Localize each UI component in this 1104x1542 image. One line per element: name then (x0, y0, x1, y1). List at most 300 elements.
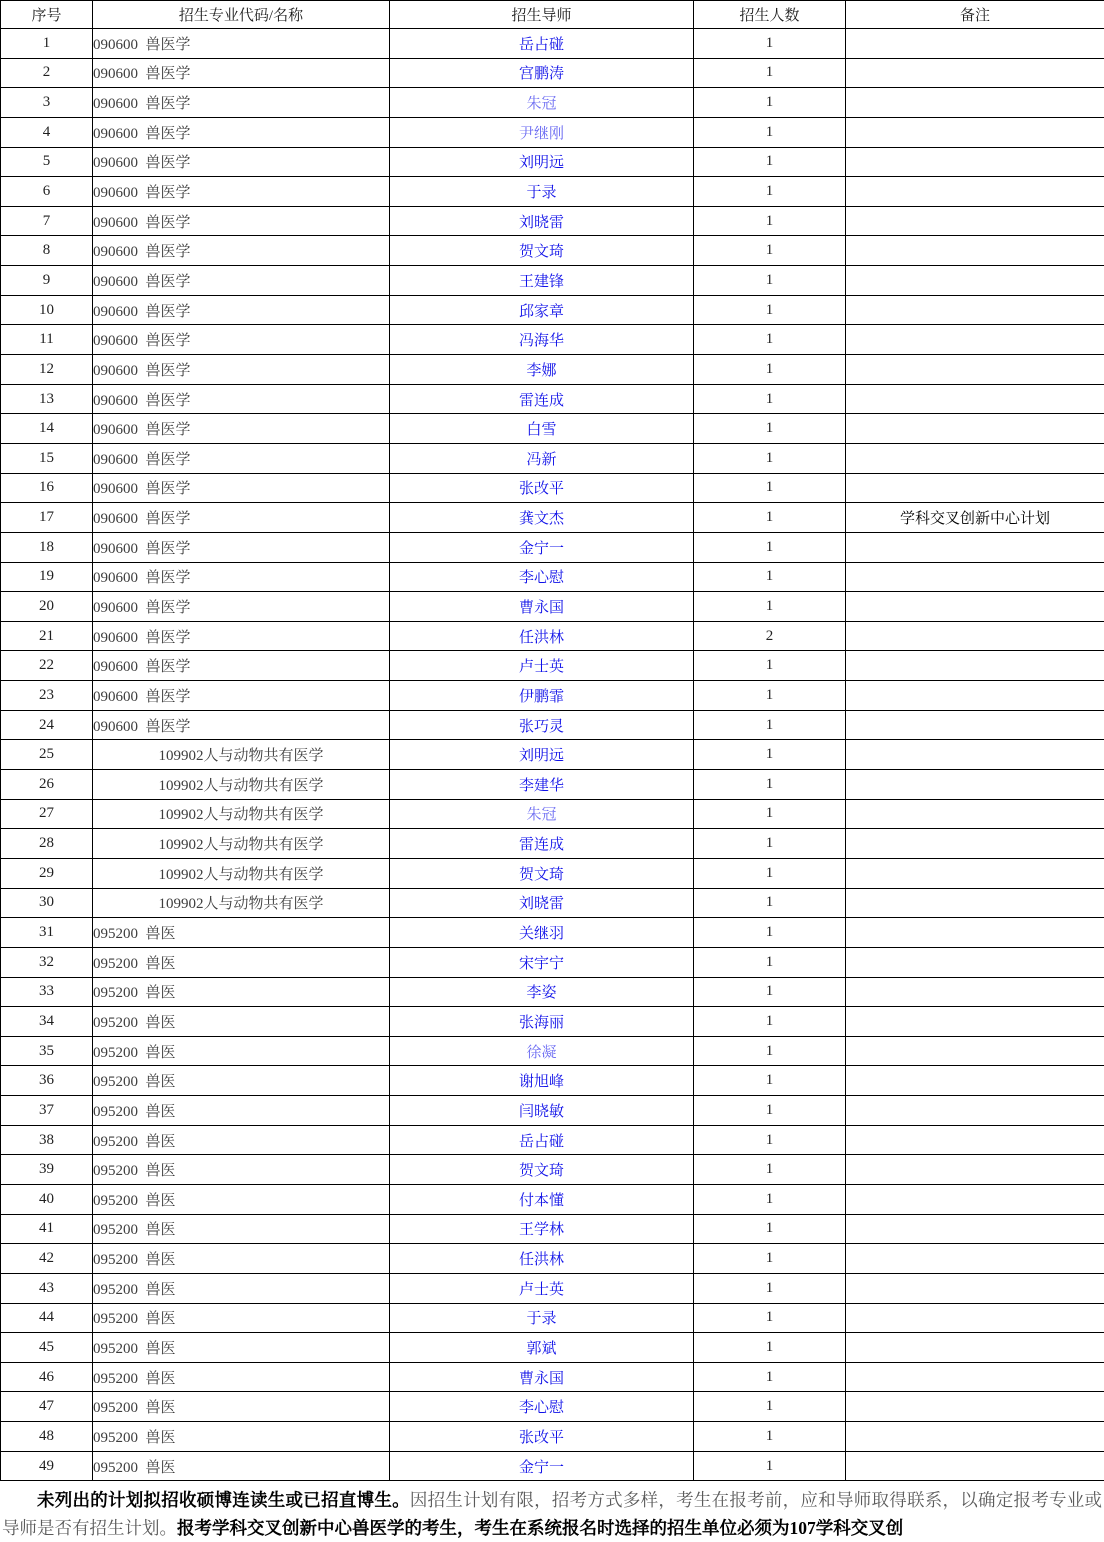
advisor-link[interactable]: 刘晓雷 (518, 896, 564, 913)
major-cell: 095200 兽医 (93, 1066, 390, 1096)
major-cell: 109902人与动物共有医学 (93, 829, 390, 859)
table-row (1, 325, 1104, 355)
count-cell: 1 (694, 562, 846, 592)
row-number-cell: 21 (1, 621, 93, 651)
note-cell (846, 1096, 1104, 1126)
note-cell (846, 206, 1104, 236)
advisor-link[interactable]: 尹继刚 (518, 125, 564, 142)
row-number-cell: 17 (1, 503, 93, 533)
major-cell: 095200 兽医 (93, 1184, 390, 1214)
table-row (1, 384, 1104, 414)
count-cell: 1 (694, 1273, 846, 1303)
advisor-link[interactable]: 邱家章 (518, 303, 564, 320)
count-cell: 1 (694, 799, 846, 829)
note-cell (846, 740, 1104, 770)
note-cell (846, 1184, 1104, 1214)
row-number-cell: 41 (1, 1214, 93, 1244)
row-number-cell: 45 (1, 1333, 93, 1363)
row-number-cell: 33 (1, 977, 93, 1007)
major-cell: 090600 兽医学 (93, 562, 390, 592)
note-cell (846, 1214, 1104, 1244)
count-cell: 1 (694, 206, 846, 236)
count-cell: 1 (694, 384, 846, 414)
advisor-link[interactable]: 卢士英 (518, 1281, 564, 1298)
advisor-link[interactable]: 王学林 (518, 1222, 564, 1239)
note-cell (846, 799, 1104, 829)
table-row (1, 651, 1104, 681)
advisor-link[interactable]: 白雪 (526, 422, 557, 439)
count-cell: 1 (694, 888, 846, 918)
row-number-cell: 6 (1, 177, 93, 207)
advisor-link[interactable]: 于录 (526, 185, 557, 202)
advisor-cell (390, 147, 694, 177)
advisor-link[interactable]: 岳占碰 (518, 1133, 564, 1150)
note-cell (846, 621, 1104, 651)
advisor-link[interactable]: 冯新 (526, 451, 557, 468)
advisor-link[interactable]: 李心慰 (518, 1400, 564, 1417)
advisor-cell (390, 918, 694, 948)
major-cell: 090600 兽医学 (93, 414, 390, 444)
table-row (1, 1392, 1104, 1422)
table-row (1, 621, 1104, 651)
advisor-link[interactable]: 宫鹏涛 (518, 66, 564, 83)
major-cell: 090600 兽医学 (93, 681, 390, 711)
note-cell (846, 295, 1104, 325)
row-number-cell: 3 (1, 88, 93, 118)
table-row (1, 1273, 1104, 1303)
row-number-cell: 47 (1, 1392, 93, 1422)
table-row (1, 236, 1104, 266)
header-row (1, 1, 1104, 29)
row-number-cell: 9 (1, 266, 93, 296)
table-row (1, 1066, 1104, 1096)
count-cell: 1 (694, 592, 846, 622)
note-cell (846, 651, 1104, 681)
advisor-cell (390, 681, 694, 711)
advisor-cell (390, 266, 694, 296)
count-cell: 1 (694, 532, 846, 562)
note-cell (846, 266, 1104, 296)
row-number-cell: 15 (1, 443, 93, 473)
row-number-cell: 37 (1, 1096, 93, 1126)
header-note: 备注 (846, 1, 1104, 29)
advisor-cell (390, 1362, 694, 1392)
advisor-cell (390, 592, 694, 622)
major-cell: 095200 兽医 (93, 1362, 390, 1392)
count-cell: 2 (694, 621, 846, 651)
table-row (1, 829, 1104, 859)
advisor-link[interactable]: 徐凝 (526, 1044, 557, 1061)
major-cell: 090600 兽医学 (93, 88, 390, 118)
table-row (1, 592, 1104, 622)
advisor-link[interactable]: 张改平 (518, 481, 564, 498)
row-number-cell: 24 (1, 710, 93, 740)
count-cell: 1 (694, 88, 846, 118)
count-cell: 1 (694, 177, 846, 207)
count-cell: 1 (694, 266, 846, 296)
advisor-cell (390, 1303, 694, 1333)
count-cell: 1 (694, 355, 846, 385)
table-row (1, 532, 1104, 562)
table-row (1, 562, 1104, 592)
count-cell: 1 (694, 710, 846, 740)
row-number-cell: 40 (1, 1184, 93, 1214)
row-number-cell: 25 (1, 740, 93, 770)
count-cell: 1 (694, 1392, 846, 1422)
table-row (1, 947, 1104, 977)
table-row (1, 58, 1104, 88)
advisor-cell (390, 858, 694, 888)
count-cell: 1 (694, 29, 846, 59)
advisor-link[interactable]: 李姿 (526, 985, 557, 1002)
row-number-cell: 2 (1, 58, 93, 88)
row-number-cell: 27 (1, 799, 93, 829)
major-cell: 090600 兽医学 (93, 443, 390, 473)
major-cell: 090600 兽医学 (93, 621, 390, 651)
advisor-cell (390, 355, 694, 385)
note-cell (846, 117, 1104, 147)
note-cell (846, 1451, 1104, 1481)
table-row (1, 1422, 1104, 1452)
row-number-cell: 11 (1, 325, 93, 355)
advisor-cell (390, 177, 694, 207)
count-cell: 1 (694, 414, 846, 444)
advisor-link[interactable]: 卢士英 (518, 659, 564, 676)
advisor-link[interactable]: 张巧灵 (518, 718, 564, 735)
advisor-cell (390, 29, 694, 59)
note-cell (846, 58, 1104, 88)
count-cell: 1 (694, 236, 846, 266)
major-cell: 095200 兽医 (93, 1244, 390, 1274)
major-cell: 090600 兽医学 (93, 592, 390, 622)
table-row (1, 1333, 1104, 1363)
advisor-cell (390, 740, 694, 770)
note-cell (846, 443, 1104, 473)
table-row (1, 1036, 1104, 1066)
table-row (1, 295, 1104, 325)
advisor-link[interactable]: 龚文杰 (518, 511, 564, 528)
advisor-cell (390, 325, 694, 355)
table-row (1, 443, 1104, 473)
major-cell: 095200 兽医 (93, 1303, 390, 1333)
note-cell (846, 147, 1104, 177)
advisor-cell (390, 1155, 694, 1185)
advisor-cell (390, 888, 694, 918)
table-row (1, 117, 1104, 147)
note-cell (846, 1422, 1104, 1452)
advisor-link[interactable]: 付本懂 (518, 1192, 564, 1209)
note-cell (846, 858, 1104, 888)
count-cell: 1 (694, 858, 846, 888)
advisor-cell (390, 236, 694, 266)
count-cell: 1 (694, 740, 846, 770)
note-cell (846, 1392, 1104, 1422)
row-number-cell: 13 (1, 384, 93, 414)
row-number-cell: 14 (1, 414, 93, 444)
major-cell: 090600 兽医学 (93, 325, 390, 355)
table-row (1, 770, 1104, 800)
major-cell: 095200 兽医 (93, 1125, 390, 1155)
advisor-link[interactable]: 张海丽 (518, 1014, 564, 1031)
advisor-link[interactable]: 朱冠 (526, 96, 557, 113)
advisor-link[interactable]: 李心慰 (518, 570, 564, 587)
advisor-cell (390, 503, 694, 533)
table-row (1, 206, 1104, 236)
advisor-cell (390, 621, 694, 651)
note-cell (846, 681, 1104, 711)
row-number-cell: 4 (1, 117, 93, 147)
count-cell: 1 (694, 770, 846, 800)
major-cell: 090600 兽医学 (93, 355, 390, 385)
row-number-cell: 7 (1, 206, 93, 236)
major-cell: 095200 兽医 (93, 1273, 390, 1303)
major-cell: 090600 兽医学 (93, 147, 390, 177)
advisor-cell (390, 117, 694, 147)
advisor-cell (390, 1244, 694, 1274)
major-cell: 095200 兽医 (93, 1451, 390, 1481)
row-number-cell: 12 (1, 355, 93, 385)
advisor-cell (390, 1184, 694, 1214)
major-cell: 109902人与动物共有医学 (93, 799, 390, 829)
count-cell: 1 (694, 1244, 846, 1274)
advisor-link[interactable]: 贺文琦 (518, 244, 564, 261)
count-cell: 1 (694, 1214, 846, 1244)
count-cell: 1 (694, 829, 846, 859)
advisor-link[interactable]: 伊鹏霏 (518, 688, 564, 705)
note-cell (846, 1303, 1104, 1333)
row-number-cell: 28 (1, 829, 93, 859)
row-number-cell: 39 (1, 1155, 93, 1185)
advisor-link[interactable]: 朱冠 (526, 807, 557, 824)
major-cell: 090600 兽医学 (93, 503, 390, 533)
advisor-cell (390, 1392, 694, 1422)
advisor-cell (390, 770, 694, 800)
note-cell (846, 770, 1104, 800)
note-cell (846, 473, 1104, 503)
table-row (1, 1155, 1104, 1185)
table-row (1, 1362, 1104, 1392)
advisor-cell (390, 384, 694, 414)
note-cell (846, 325, 1104, 355)
header-major: 招生专业代码/名称 (93, 1, 390, 29)
table-row (1, 414, 1104, 444)
advisor-link[interactable]: 刘晓雷 (518, 214, 564, 231)
advisor-link[interactable]: 郭斌 (526, 1341, 557, 1357)
count-cell: 1 (694, 117, 846, 147)
advisor-link[interactable]: 宋宇宁 (518, 955, 564, 972)
advisor-cell (390, 1036, 694, 1066)
count-cell: 1 (694, 1184, 846, 1214)
major-cell: 090600 兽医学 (93, 236, 390, 266)
major-cell: 109902人与动物共有医学 (93, 888, 390, 918)
advisor-cell (390, 88, 694, 118)
count-cell: 1 (694, 1066, 846, 1096)
major-cell: 090600 兽医学 (93, 295, 390, 325)
advisor-link[interactable]: 雷连成 (518, 392, 564, 409)
count-cell: 1 (694, 1303, 846, 1333)
major-cell: 109902人与动物共有医学 (93, 740, 390, 770)
count-cell: 1 (694, 473, 846, 503)
row-number-cell: 32 (1, 947, 93, 977)
table-row (1, 1125, 1104, 1155)
table-row (1, 1244, 1104, 1274)
advisor-link[interactable]: 任洪林 (518, 629, 564, 646)
major-cell: 090600 兽医学 (93, 384, 390, 414)
note-cell (846, 1125, 1104, 1155)
note-cell (846, 1333, 1104, 1363)
advisor-link[interactable]: 于录 (526, 1311, 557, 1328)
count-cell: 1 (694, 443, 846, 473)
advisor-cell (390, 58, 694, 88)
table-row (1, 918, 1104, 948)
advisor-cell (390, 977, 694, 1007)
major-cell: 095200 兽医 (93, 977, 390, 1007)
note-cell (846, 1066, 1104, 1096)
count-cell: 1 (694, 58, 846, 88)
advisor-link[interactable]: 曹永国 (518, 1370, 564, 1387)
note-cell (846, 947, 1104, 977)
row-number-cell: 49 (1, 1451, 93, 1481)
table-row (1, 858, 1104, 888)
count-cell: 1 (694, 1362, 846, 1392)
row-number-cell: 20 (1, 592, 93, 622)
row-number-cell: 44 (1, 1303, 93, 1333)
advisor-link[interactable]: 关继羽 (518, 926, 564, 943)
footer-note (2, 1486, 1102, 1542)
row-number-cell: 35 (1, 1036, 93, 1066)
note-cell (846, 1244, 1104, 1274)
major-cell: 095200 兽医 (93, 1007, 390, 1037)
row-number-cell: 29 (1, 858, 93, 888)
advisor-link[interactable]: 贺文琦 (518, 866, 564, 883)
count-cell: 1 (694, 1333, 846, 1363)
count-cell: 1 (694, 325, 846, 355)
row-number-cell: 36 (1, 1066, 93, 1096)
footer-bold-lead: 未列出的计划拟招收硕博连读生或已招直博生。 (37, 1490, 410, 1511)
note-cell (846, 592, 1104, 622)
note-cell (846, 562, 1104, 592)
count-cell: 1 (694, 1422, 846, 1452)
note-cell (846, 710, 1104, 740)
count-cell: 1 (694, 1125, 846, 1155)
major-cell: 109902人与动物共有医学 (93, 770, 390, 800)
table-row (1, 1214, 1104, 1244)
advisor-link[interactable]: 刘明远 (518, 748, 564, 765)
table-row (1, 503, 1104, 533)
advisor-link[interactable]: 贺文琦 (518, 1163, 564, 1180)
table-row (1, 1303, 1104, 1333)
row-number-cell: 48 (1, 1422, 93, 1452)
advisor-link[interactable]: 雷连成 (518, 837, 564, 854)
advisor-cell (390, 443, 694, 473)
major-cell: 090600 兽医学 (93, 710, 390, 740)
major-cell: 090600 兽医学 (93, 473, 390, 503)
row-number-cell: 10 (1, 295, 93, 325)
count-cell: 1 (694, 947, 846, 977)
header-seq: 序号 (1, 1, 93, 29)
table-row (1, 977, 1104, 1007)
table-row (1, 888, 1104, 918)
note-cell (846, 829, 1104, 859)
advisor-cell (390, 295, 694, 325)
table-row (1, 88, 1104, 118)
major-cell: 095200 兽医 (93, 1333, 390, 1363)
table-row (1, 1007, 1104, 1037)
note-cell (846, 177, 1104, 207)
count-cell: 1 (694, 977, 846, 1007)
table-row (1, 681, 1104, 711)
advisor-link[interactable]: 岳占碰 (518, 36, 564, 53)
advisor-link[interactable]: 刘明远 (518, 155, 564, 172)
advisor-cell (390, 1214, 694, 1244)
row-number-cell: 16 (1, 473, 93, 503)
advisor-link[interactable]: 金宁一 (518, 1459, 564, 1476)
advisor-cell (390, 651, 694, 681)
count-cell: 1 (694, 1007, 846, 1037)
major-cell: 090600 兽医学 (93, 29, 390, 59)
advisor-link[interactable]: 张改平 (518, 1429, 564, 1446)
advisor-link[interactable]: 谢旭峰 (518, 1074, 564, 1091)
advisor-link[interactable]: 金宁一 (518, 540, 564, 557)
row-number-cell: 26 (1, 770, 93, 800)
advisor-cell (390, 1422, 694, 1452)
major-cell: 095200 兽医 (93, 947, 390, 977)
advisor-link[interactable]: 王建锋 (518, 273, 564, 290)
advisor-link[interactable]: 李建华 (518, 777, 564, 794)
count-cell: 1 (694, 503, 846, 533)
major-cell: 095200 兽医 (93, 1036, 390, 1066)
advisor-cell (390, 473, 694, 503)
row-number-cell: 30 (1, 888, 93, 918)
major-cell: 095200 兽医 (93, 1096, 390, 1126)
note-cell (846, 355, 1104, 385)
table-row (1, 1184, 1104, 1214)
note-cell (846, 1362, 1104, 1392)
advisor-cell (390, 1066, 694, 1096)
row-number-cell: 1 (1, 29, 93, 59)
major-cell: 090600 兽医学 (93, 532, 390, 562)
advisor-link[interactable]: 曹永国 (518, 599, 564, 616)
major-cell: 090600 兽医学 (93, 117, 390, 147)
count-cell: 1 (694, 295, 846, 325)
note-cell (846, 888, 1104, 918)
advisor-cell (390, 829, 694, 859)
note-cell (846, 1036, 1104, 1066)
row-number-cell: 8 (1, 236, 93, 266)
table-row (1, 799, 1104, 829)
major-cell: 095200 兽医 (93, 918, 390, 948)
advisor-link[interactable]: 李娜 (526, 362, 557, 379)
count-cell: 1 (694, 147, 846, 177)
note-cell (846, 1273, 1104, 1303)
advisor-link[interactable]: 冯海华 (518, 333, 564, 350)
table-row (1, 473, 1104, 503)
advisor-link[interactable]: 任洪林 (518, 1252, 564, 1269)
table-row (1, 1096, 1104, 1126)
advisor-cell (390, 947, 694, 977)
advisor-cell (390, 1333, 694, 1363)
note-cell (846, 918, 1104, 948)
major-cell: 090600 兽医学 (93, 58, 390, 88)
note-cell (846, 29, 1104, 59)
table-row (1, 740, 1104, 770)
note-cell (846, 384, 1104, 414)
advisor-link[interactable]: 闫晓敏 (518, 1103, 564, 1120)
footer-regular: 因招生计划有限，招考方式多样，考生在报考前，应和导师取得联系，以确定报考专业或导师是否有招生计划。 (2, 1490, 1103, 1539)
major-cell: 095200 兽医 (93, 1392, 390, 1422)
row-number-cell: 18 (1, 532, 93, 562)
advisor-cell (390, 799, 694, 829)
